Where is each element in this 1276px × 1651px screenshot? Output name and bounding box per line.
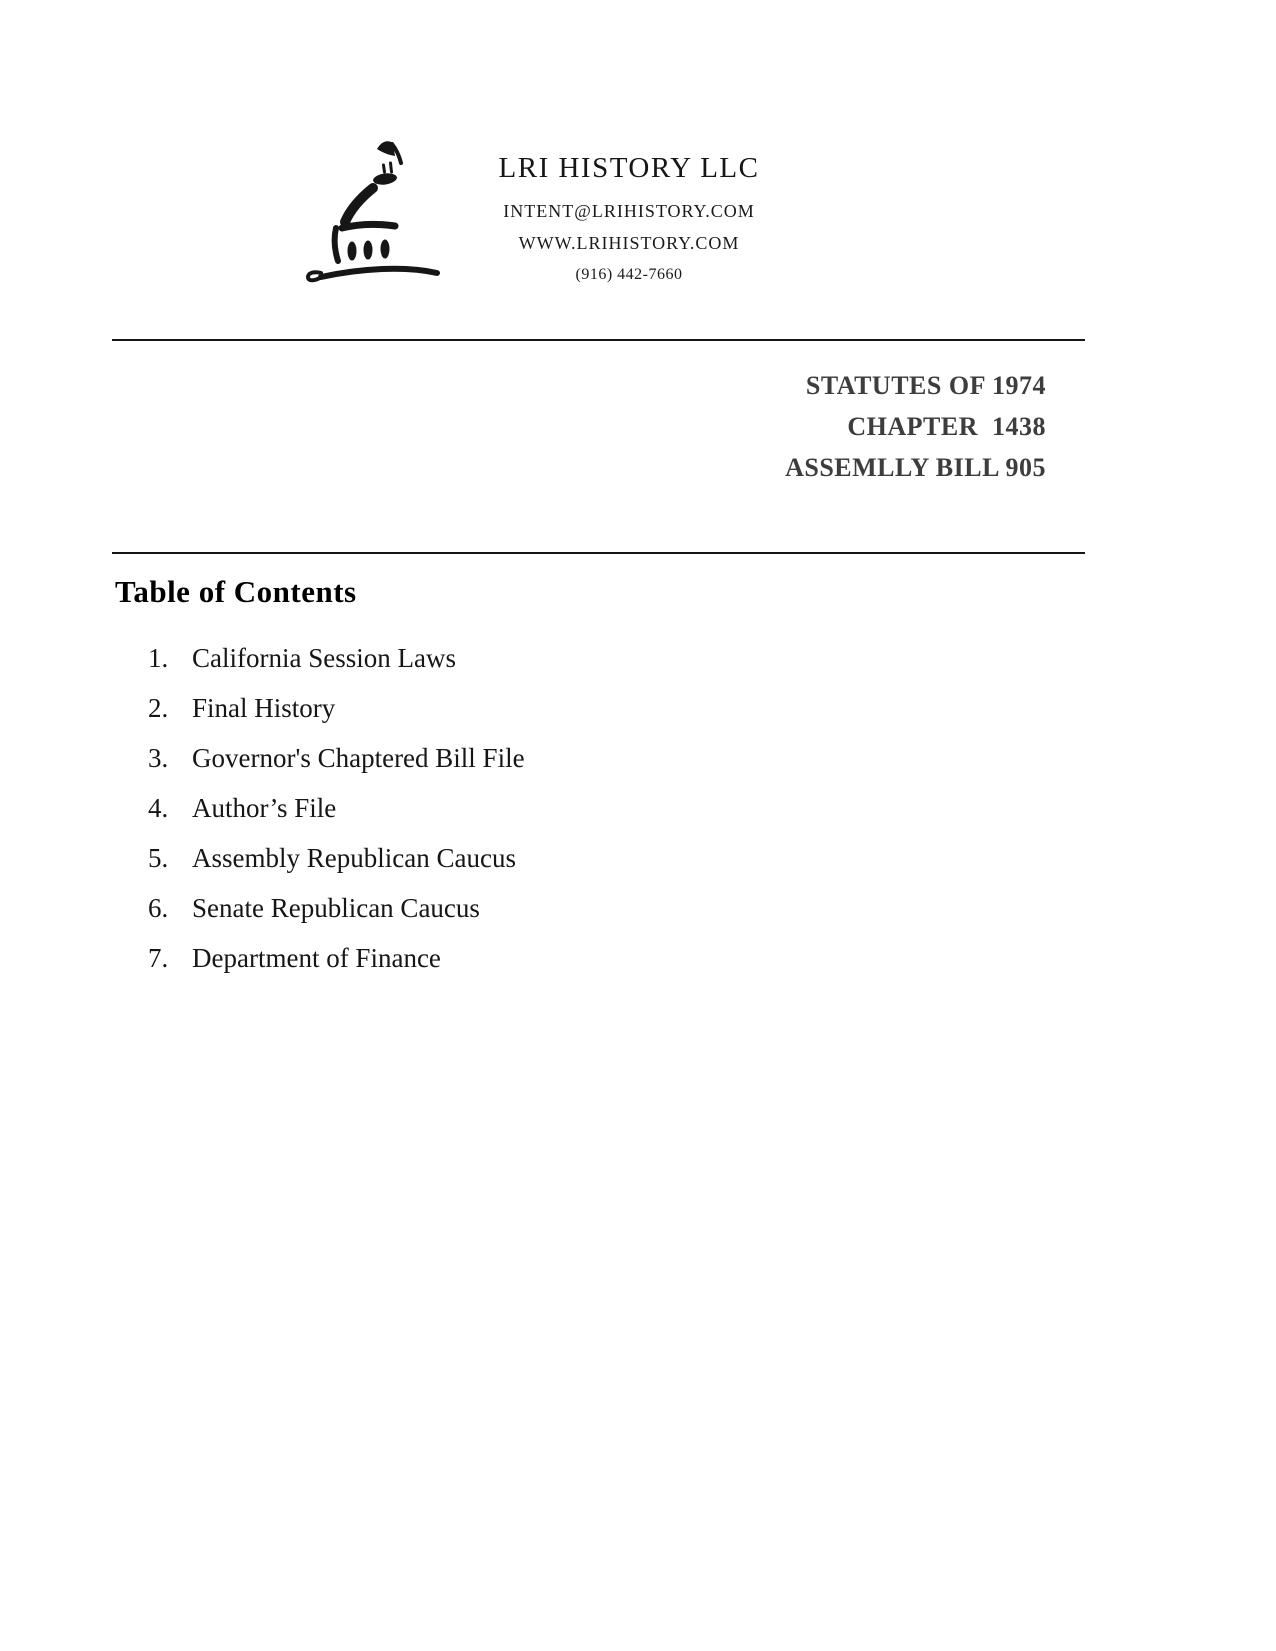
- email-address: INTENT@LRIHISTORY.COM: [503, 201, 755, 221]
- toc-item: Senate Republican Caucus: [192, 893, 480, 923]
- toc-item: Department of Finance: [192, 943, 441, 973]
- company-name: LRI HISTORY LLC: [498, 152, 760, 184]
- toc-item: Final History: [192, 693, 336, 723]
- toc-item: Assembly Republican Caucus: [192, 843, 516, 873]
- toc-item: Governor's Chaptered Bill File: [192, 743, 525, 773]
- divider-bottom: [112, 552, 1085, 554]
- website-address: WWW.LRIHISTORY.COM: [518, 233, 740, 253]
- letterhead: [398, 150, 860, 286]
- assembly-bill-line: ASSEMLLY BILL 905: [785, 453, 1046, 482]
- statutes-line: STATUTES OF 1974: [805, 371, 1046, 400]
- toc-list: [130, 633, 750, 983]
- divider-top: [112, 339, 1085, 341]
- toc-item: California Session Laws: [192, 643, 456, 673]
- chapter-line: CHAPTER 1438: [847, 412, 1046, 441]
- toc-item: Author’s File: [192, 793, 337, 823]
- bill-reference-block: [785, 365, 1046, 488]
- toc-heading: Table of Contents: [115, 574, 357, 609]
- phone-number: (916) 442-7660: [575, 266, 683, 283]
